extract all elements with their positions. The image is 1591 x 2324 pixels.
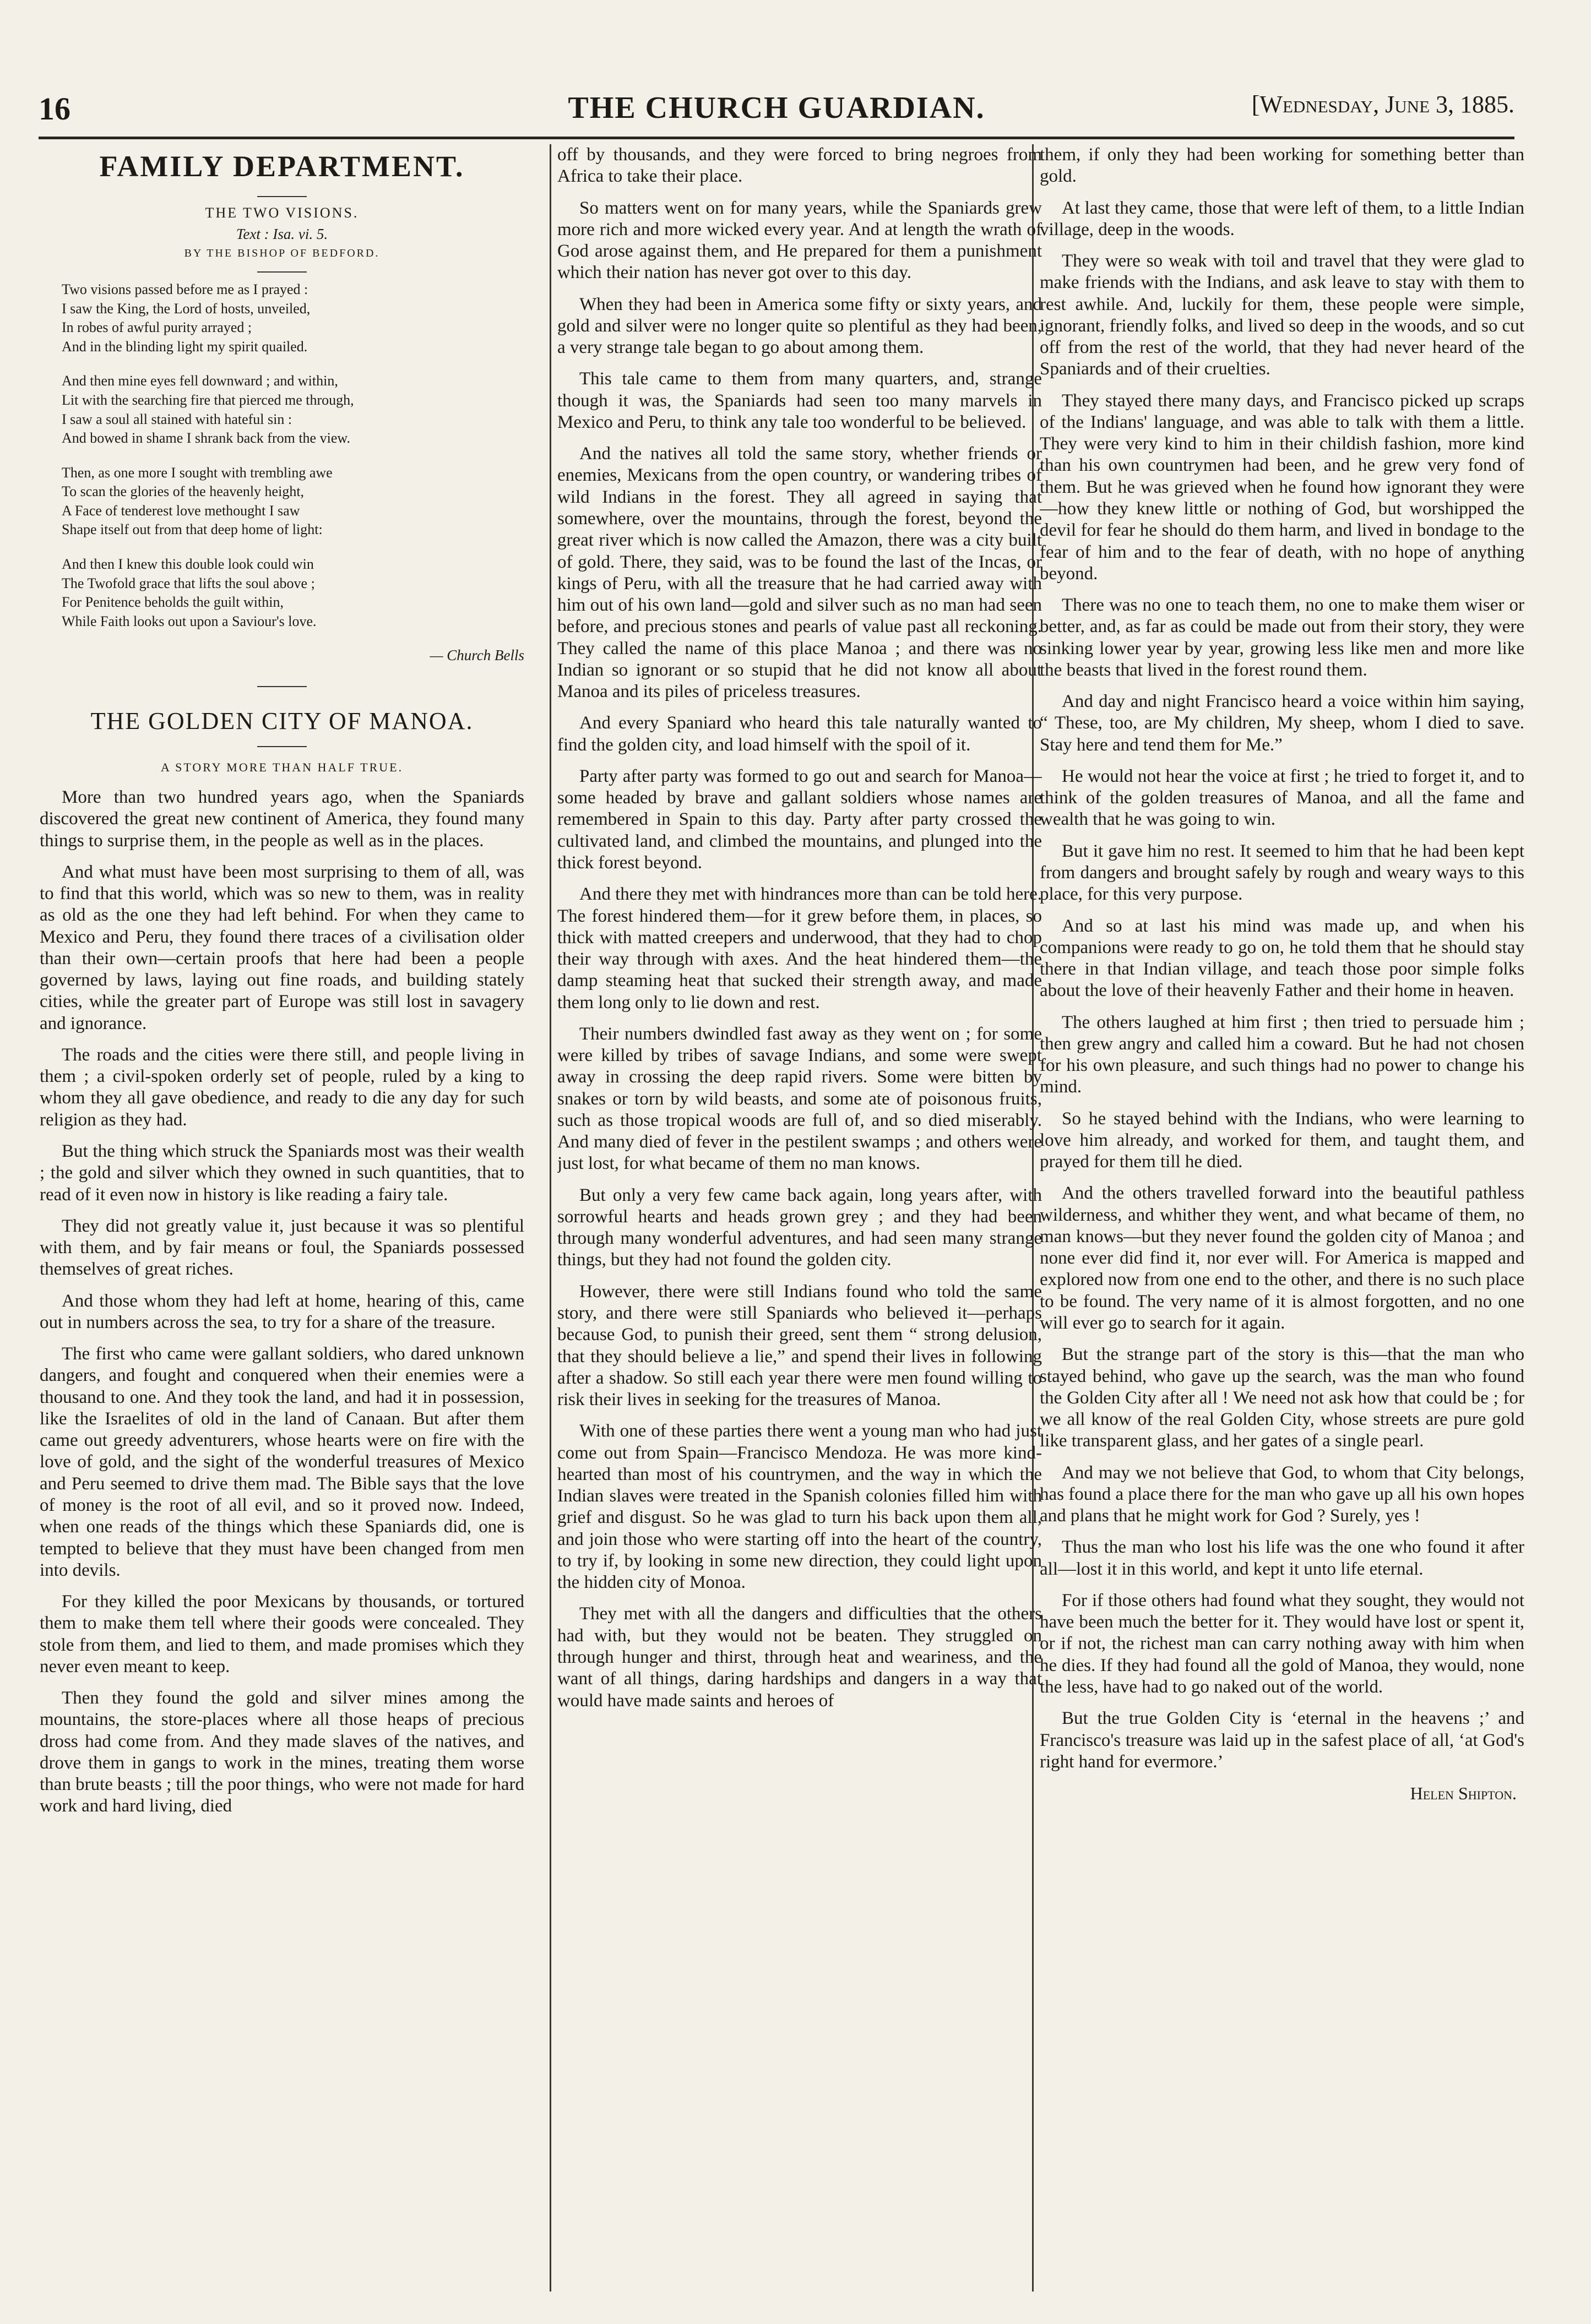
poem-line: In robes of awful purity arrayed ; [62, 319, 252, 336]
poem-line: And in the blinding light my spirit quailed. [62, 338, 308, 355]
poem-body [62, 280, 524, 631]
story-paragraph: But the true Golden City is ‘eternal in the heavens ;’ and Francisco's treasure was laid up in the safest place of all, ‘at God's right hand for evermore.’ [1040, 1708, 1524, 1772]
story-paragraph: And there they met with hindrances more than can be told here. The forest hindered them—for it grew before them, in places, so thick with matted creepers and underwood, that they had to chop their way through with axes. And the heat hindered them—the damp steaming heat that sucked their strength away, and made them long only to lie down and rest. [557, 884, 1042, 1013]
story-paragraph: And those whom they had left at home, hearing of this, came out in numbers across the sea, to try for a share of the treasure. [40, 1291, 524, 1332]
poem-source: — Church Bells [430, 647, 524, 664]
poem-line: I saw the King, the Lord of hosts, unveiled, [62, 300, 311, 317]
story-paragraph: The others laughed at him first ; then tried to persuade him ; then grew angry and called him a coward. But he had not chosen for his own pleasure, and such things had no power to change his mind. [1040, 1012, 1524, 1097]
story-paragraph: them, if only they had been working for something better than gold. [1040, 145, 1524, 187]
poem-line: A Face of tenderest love methought I saw [62, 502, 300, 519]
poem-title: THE TWO VISIONS. [205, 205, 359, 221]
issue-date: [Wednesday, June 3, 1885. [1251, 91, 1514, 118]
poem-stanza [62, 372, 524, 448]
story-paragraph: But it gave him no rest. It seemed to him that he had been kept from dangers and brought safely by rough and weary ways to this place, for this very purpose. [1040, 841, 1524, 905]
story-paragraph: But only a very few came back again, long years after, with sorrowful hearts and heads grown grey ; and they had been through many wonderful adventures, and had seen many strange things, but they had not found the golden city. [557, 1185, 1042, 1270]
story-subtitle: A STORY MORE THAN HALF TRUE. [160, 760, 404, 774]
story-paragraph: They were so weak with toil and travel that they were glad to make friends with the Indians, and ask leave to stay with them to rest awhile. And, luckily for them, these people were simple, ignorant, friendly folks, and lived so deep in the woods, and so cut off from the rest of the world, that they had never heard of the Spaniards and of their cruelties. [1040, 251, 1524, 379]
story-column-body [1040, 144, 1524, 1773]
story-paragraph: But the strange part of the story is this—that the man who stayed behind, who gave up the search, was the man who found the Golden City after all ! We need not ask how that could be ; for we all know of the real Golden City, whose streets are pure gold like transparent glass, and her gates of a single pearl. [1040, 1345, 1524, 1451]
poem-line: I saw a soul all stained with hateful sin : [62, 411, 292, 427]
story-paragraph: Then they found the gold and silver mines among the mountains, the store-places where all those heaps of precious dross had come from. And they made slaves of the natives, and drove them in gangs to work in the mines, treating them worse than brute beasts ; till the poor things, who were not made for hard work and hard living, died [40, 1688, 524, 1816]
story-paragraph: And what must have been most surprising to them of all, was to find that this world, which was so new to them, was in reality as old as the one they had left behind. For when they came to Mexico and Peru, they found there traces of a civilisation older than their own—certain proofs that here had been a people governed by laws, laying out fine roads, and building stately cities, while the greater part of Europe was still lost in savagery and ignorance. [40, 862, 524, 1033]
story-paragraph: So he stayed behind with the Indians, who were learning to love him already, and worked for them, and taught them, and prayed for them till he died. [1040, 1108, 1524, 1172]
poem-line: Then, as one more I sought with trembling awe [62, 464, 333, 481]
story-paragraph: They did not greatly value it, just because it was so plentiful with them, and by fair means or foul, the Spaniards possessed themselves of great riches. [40, 1216, 524, 1280]
story-paragraph: This tale came to them from many quarters, and, strange though it was, the Spaniards had seen too many marvels in Mexico and Peru, to think any tale too wonderful to be believed. [557, 369, 1042, 432]
divider [257, 271, 307, 273]
poem-line: Shape itself out from that deep home of light: [62, 521, 323, 538]
poem-stanza [62, 555, 524, 631]
poem-line: The Twofold grace that lifts the soul above ; [62, 575, 315, 591]
story-title: THE GOLDEN CITY OF MANOA. [90, 707, 474, 735]
story-paragraph: And the natives all told the same story, whether friends or enemies, Mexicans from the open country, or wandering tribes of wild Indians in the forest. They all agreed in saying that somewhere, over the mountains, through the forest, beyond the great river which is now called the Amazon, there was a city built of gold. There, they said, was to be found the last of the Incas, or kings of Peru, with all the treasure that he had carried away with him out of his own land—gold and silver such as no man had seen before, and precious stones and pearls of value past all reckoning. They called the name of this place Manoa ; and there was no Indian so ignorant or so stupid that he did not know all about Manoa and its piles of priceless treasures. [557, 444, 1042, 702]
column-rule [550, 144, 551, 2292]
page-number: 16 [39, 91, 70, 127]
story-paragraph: The roads and the cities were there still, and people living in them ; a civil-spoken orderly set of people, ruled by a king to whom they all gave obedience, and ready to die any day for such religion as they had. [40, 1044, 524, 1130]
poem-text-reference: Text : Isa. vi. 5. [236, 226, 328, 243]
poem-line: Two visions passed before me as I prayed : [62, 281, 308, 298]
story-paragraph: Thus the man who lost his life was the one who found it after all—lost it in this world, and kept it unto life eternal. [1040, 1537, 1524, 1579]
story-paragraph: At last they came, those that were left of them, to a little Indian village, deep in the woods. [1040, 198, 1524, 240]
story-paragraph: Their numbers dwindled fast away as they went on ; for some were killed by tribes of savage Indians, and some were swept away in crossing the deep rapid rivers. Some were bitten by snakes or torn by wild beasts, and some ate of poisonous fruits, such as those tropical woods are full of, and so died miserably. And many died of fever in the pestilent swamps ; and others were just lost, for what became of them no man knows. [557, 1024, 1042, 1174]
story-paragraph: But the thing which struck the Spaniards most was their wealth ; the gold and silver which they owned in such quantities, that to read of it even now in history is like reading a fairy tale. [40, 1141, 524, 1205]
story-paragraph: For if those others had found what they sought, they would not have been much the better for it. They would have lost or spent it, or if not, the richest man can carry nothing away with him when he dies. If they had found all the gold of Manoa, they would, none the less, have had to go naked out of the world. [1040, 1590, 1524, 1697]
story-paragraph: With one of these parties there went a young man who had just come out from Spain—Francisco Mendoza. He was more kind-hearted than most of his countrymen, and the way in which the Indian slaves were treated in the Spanish colonies filled him with grief and disgust. So he was glad to turn his back upon them all, and join those who were starting off into the heart of the country, to try if, by looking in some new direction, they could light upon the hidden city of Monoa. [557, 1421, 1042, 1593]
story-paragraph: For they killed the poor Mexicans by thousands, or tortured them to make them tell where their goods were concealed. They stole from them, and lied to them, and made promises which they never even meant to keep. [40, 1592, 524, 1677]
column-1 [40, 144, 524, 2308]
masthead: THE CHURCH GUARDIAN. [568, 91, 985, 125]
story-paragraph: Party after party was formed to go out and search for Manoa—some headed by brave and gallant soldiers whose names are remembered in Spain to this day. Party after party crossed the cultivated land, and climbed the mountains, and plunged into the thick forest beyond. [557, 766, 1042, 873]
divider [257, 196, 307, 197]
story-paragraph: And the others travelled forward into the beautiful pathless wilderness, and whither they went, and what became of them, no man knows—but they never found the golden city of Manoa ; and none ever did find it, nor ever will. For America is mapped and explored now from one end to the other, and there is no such place to be found. The very name of it is almost forgotten, and no one will ever go to search for it again. [1040, 1183, 1524, 1334]
poem-stanza [62, 464, 524, 540]
poem-line: While Faith looks out upon a Saviour's love. [62, 613, 317, 629]
poem-line: And bowed in shame I shrank back from the view. [62, 430, 350, 447]
divider [257, 686, 307, 687]
column-3 [1040, 144, 1524, 2308]
story-paragraph: They stayed there many days, and Francisco picked up scraps of the Indians' language, and was able to talk with them a little. They were very kind to him in their childish fashion, more kind than his own countrymen had been, and he grew very fond of them. But he was grieved when he found how ignorant they were—how they knew little or nothing of God, but worshipped the devil for fear he should do them harm, and lived in bondage to the fear of him and to the fear of death, with no hope of anything beyond. [1040, 390, 1524, 584]
story-paragraph: So matters went on for many years, while the Spaniards grew more rich and more wicked every year. And at length the wrath of God arose against them, and He prepared for them a punishment which their nation has never got over to this day. [557, 198, 1042, 283]
story-paragraph: When they had been in America some fifty or sixty years, and gold and silver were no longer quite so plentiful as they had been, a very strange tale began to go about among them. [557, 294, 1042, 358]
page-header [39, 81, 1514, 139]
story-paragraph: They met with all the dangers and difficulties that the others had with, but they would not be beaten. They struggled on through hunger and thirst, through heat and weariness, and the want of all things, daring hardships and dangers in a way that would have made saints and heroes of [557, 1604, 1042, 1711]
poem-stanza [62, 280, 524, 356]
story-paragraph: More than two hundred years ago, when the Spaniards discovered the great new continent of America, they found many things to surprise them, in the people as well as in the places. [40, 787, 524, 851]
story-paragraph: However, there were still Indians found who told the same story, and there were still Spaniards who believed it—perhaps because God, to punish their greed, sent them “ strong delusion, that they should believe a lie,” and spend their lives in following after a shadow. So still each year there were men found willing to risk their lives in seeking for the treasures of Manoa. [557, 1281, 1042, 1410]
divider [257, 746, 307, 747]
poem-line: For Penitence beholds the guilt within, [62, 594, 284, 611]
story-column-body [557, 144, 1042, 1712]
column-2 [557, 144, 1042, 2308]
story-paragraph: And every Spaniard who heard this tale naturally wanted to find the golden city, and load himself with the spoil of it. [557, 713, 1042, 755]
section-title: FAMILY DEPARTMENT. [99, 150, 465, 183]
poem-line: To scan the glories of the heavenly height, [62, 483, 305, 500]
story-column-body [40, 787, 524, 1817]
story-paragraph: And may we not believe that God, to whom that City belongs, has found a place there for the man who gave up all his own hopes and plans that he might work for God ? Surely, yes ! [1040, 1462, 1524, 1526]
story-paragraph: And day and night Francisco heard a voice within him saying, “ These, too, are My children, My sheep, whom I died to save. Stay here and tend them for Me.” [1040, 692, 1524, 755]
story-paragraph: There was no one to teach them, no one to make them wiser or better, and, as far as could be made out from their story, they were sinking lower year by year, growing less like men and more like the beasts that lived in the forest round them. [1040, 595, 1524, 680]
story-paragraph: And so at last his mind was made up, and when his companions were ready to go on, he told them that he should stay there in that Indian village, and teach those poor simple folks about the love of their heavenly Father and their home in heaven. [1040, 916, 1524, 1001]
story-author: Helen Shipton. [1410, 1783, 1517, 1804]
poem-byline: BY THE BISHOP OF BEDFORD. [184, 247, 380, 260]
poem-line: And then I knew this double look could win [62, 556, 314, 573]
story-paragraph: off by thousands, and they were forced to bring negroes from Africa to take their place. [557, 145, 1042, 187]
story-paragraph: The first who came were gallant soldiers, who dared unknown dangers, and fought and conquered when their enemies were a thousand to one. And they took the land, and had it in possession, like the Israelites of old in the land of Canaan. But after them came out greedy adventurers, whose hearts were on fire with the love of gold, and the sight of the wonderful treasures of Mexico and Peru seemed to drive them mad. The Bible says that the love of money is the root of all evil, and so it proved now. Indeed, when one reads of the things which these Spaniards did, one is tempted to believe that they must have been changed from men into devils. [40, 1344, 524, 1580]
poem-line: Lit with the searching fire that pierced me through, [62, 392, 354, 408]
poem-line: And then mine eyes fell downward ; and within, [62, 373, 338, 389]
story-paragraph: He would not hear the voice at first ; he tried to forget it, and to think of the golden treasures of Manoa, and all the fame and wealth that he was going to win. [1040, 766, 1524, 830]
